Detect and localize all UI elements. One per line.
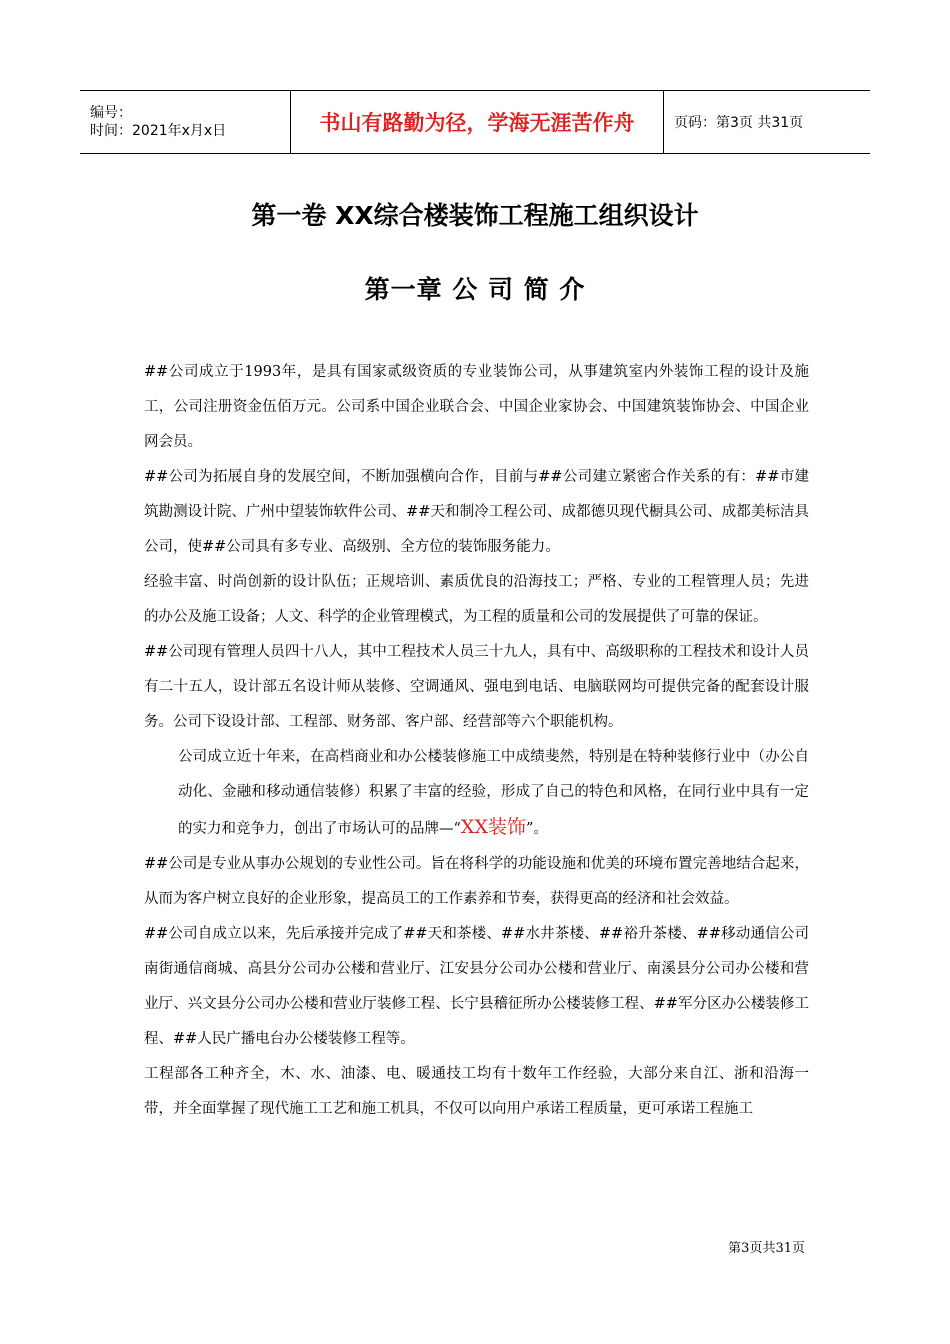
body-content [144, 355, 809, 1127]
brand-name: XX装饰 [460, 816, 526, 838]
paragraph-partnerships: ##公司为拓展自身的发展空间，不断加强横向合作，目前与##公司建立紧密合作关系的有：##市建筑勘测设计院、广州中望装饰软件公司、##天和制冷工程公司、成都德贝现代橱具公司、成都美标洁具公司，使##公司具有多专业、高级别、全方位的装饰服务能力。 [144, 469, 809, 555]
paragraph-projects: ##公司自成立以来，先后承接并完成了##天和茶楼、##水井茶楼、##裕升茶楼、##移动通信公司南街通信商城、高县分公司办公楼和营业厅、江安县分公司办公楼和营业厅、南溪县分公司办公楼和营业厅、兴文县分公司办公楼和营业厅装修工程、长宁县稽征所办公楼装修工程、##军分区办公楼装修工程、##人民广播电台办公楼装修工程等。 [144, 926, 809, 1047]
header-meta-cell [80, 91, 291, 153]
paragraph-strengths: 经验丰富、时尚创新的设计队伍；正规培训、素质优良的沿海技工；严格、专业的工程管理人员；先进的办公及施工设备；人文、科学的企业管理模式，为工程的质量和公司的发展提供了可靠的保证。 [144, 574, 809, 625]
header-table [80, 90, 870, 154]
header-motto-cell [291, 91, 664, 153]
header-page-cell [664, 91, 870, 153]
achievements-text: 公司成立近十年来，在高档商业和办公楼装修施工中成绩斐然，特别是在特种装修行业中（办公自动化、金融和移动通信装修）积累了丰富的经验，形成了自己的特色和风格，在同行业中具有一定的实力和竞争力，创出了市场认可的品牌—“ [178, 749, 809, 837]
paragraph-engineering: 工程部各工种齐全，木、水、油漆、电、暖通技工均有十数年工作经验，大部分来自江、浙和沿海一带，并全面掌握了现代施工工艺和施工机具，不仅可以向用户承诺工程质量，更可承诺工程施工 [144, 1066, 809, 1117]
motto-text: 书山有路勤为径，学海无涯苦作舟 [319, 111, 635, 135]
paragraph-achievements [144, 740, 809, 847]
paragraph-staff: ##公司现有管理人员四十八人，其中工程技术人员三十九人，具有中、高级职称的工程技术和设计人员有二十五人，设计部五名设计师从装修、空调通风、强电到电话、电脑联网均可提供完备的配套设计服务。公司下设设计部、工程部、财务部、客户部、经营部等六个职能机构。 [144, 644, 809, 730]
paragraph-specialty: ##公司是专业从事办公规划的专业性公司。旨在将科学的功能设施和优美的环境布置完善地结合起来，从而为客户树立良好的企业形象，提高员工的工作素养和节奏，获得更高的经济和社会效益。 [144, 856, 809, 907]
chapter-title: 第一章 公 司 简 介 [364, 275, 586, 304]
header-page-label: 页码：第3页 共31页 [674, 115, 804, 131]
footer-page-number: 第3页共31页 [728, 1241, 805, 1256]
paragraph-company-founding: ##公司成立于1993年，是具有国家贰级资质的专业装饰公司，从事建筑室内外装饰工程的设计及施工，公司注册资金伍佰万元。公司系中国企业联合会、中国企业家协会、中国建筑装饰协会、中国企业网会员。 [144, 364, 809, 450]
achievements-tail: ”。 [525, 821, 548, 837]
time-label: 时间：2021年x月x日 [90, 123, 227, 139]
main-title: 第一卷 XX综合楼装饰工程施工组织设计 [251, 201, 699, 230]
number-label: 编号： [90, 105, 132, 121]
